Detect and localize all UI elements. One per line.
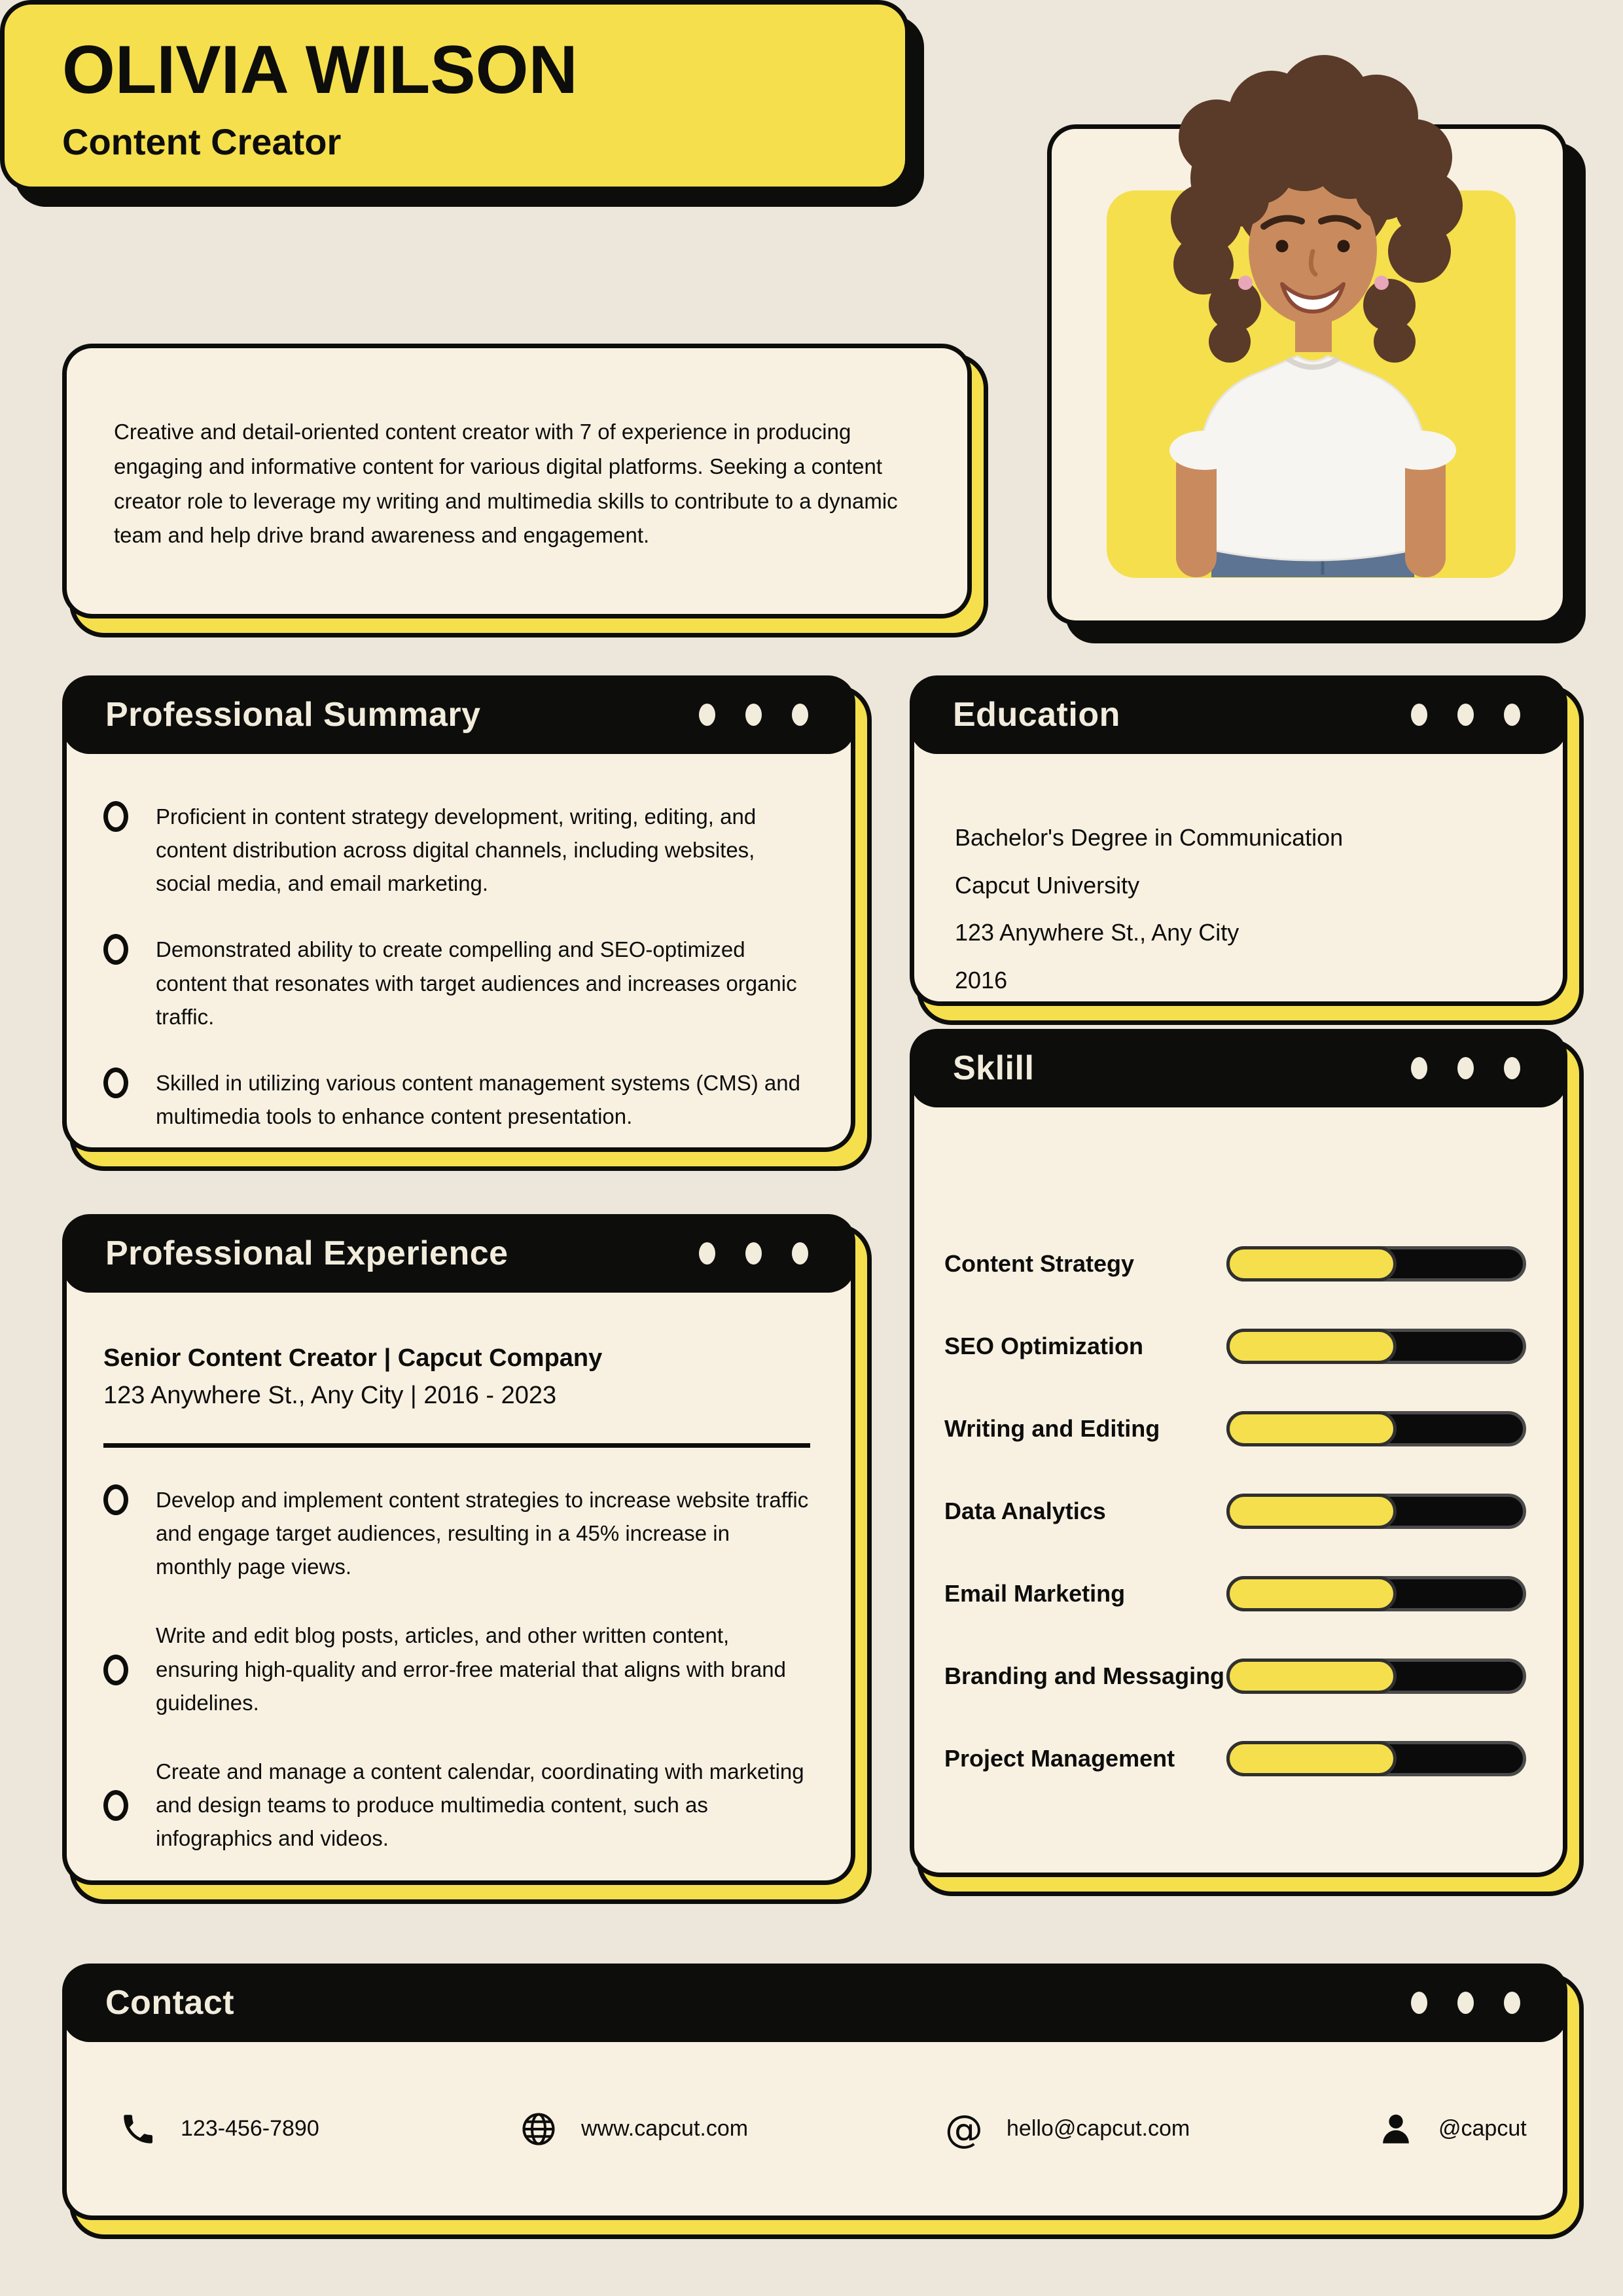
skill-row [944,1741,1526,1776]
contact-item-website [518,2109,748,2149]
skill-label: Data Analytics [944,1498,1106,1524]
education-address: 123 Anywhere St., Any City [955,919,1240,946]
bullet-circle-icon [103,1067,128,1098]
skill-progress-bar [1226,1329,1526,1364]
window-dot-icon [1411,704,1427,726]
window-dots [1411,1992,1520,2014]
window-dot-icon [745,704,762,726]
bullet-circle-icon [103,1790,128,1821]
section-header [62,675,855,754]
skills-body [914,1107,1563,1776]
summary-body [67,754,851,1133]
window-dot-icon [745,1242,762,1265]
intro-text: Creative and detail-oriented content creator with 7 of experience in producing engaging and informative content for various digital platforms. Seeking a content creator role to leverage my writing and multimedia skills to contribute to a dynamic team and help drive brand awareness and engagement. [114,420,898,548]
globe-icon [518,2109,559,2149]
section-header [910,1029,1567,1107]
skill-row [944,1411,1526,1446]
list-item [103,1619,810,1719]
portrait-illustration [1107,53,1516,578]
window-dot-icon [1504,1992,1520,2014]
skill-label: Content Strategy [944,1250,1135,1277]
window-dots [1411,704,1520,726]
skill-label: Writing and Editing [944,1415,1160,1442]
skill-progress-fill [1226,1494,1397,1529]
job-meta-line: 123 Anywhere St., Any City | 2016 - 2023 [103,1382,557,1409]
skill-progress-bar [1226,1576,1526,1611]
skill-row [944,1659,1526,1694]
window-dot-icon [699,704,715,726]
window-dot-icon [1457,1992,1474,2014]
person-name: OLIVIA WILSON [62,32,578,108]
email-icon: @ [945,2106,983,2151]
education-body [914,754,1563,1005]
skill-progress-fill [1226,1576,1397,1611]
professional-summary-card [62,675,855,1152]
skill-label: SEO Optimization [944,1333,1144,1359]
skill-progress-fill [1226,1741,1397,1776]
skill-progress-bar [1226,1741,1526,1776]
window-dots [1411,1057,1520,1079]
window-dots [699,704,808,726]
experience-bullets [103,1483,810,1855]
window-dots [699,1242,808,1265]
bullet-text: Proficient in content strategy development, writing, editing, and content distribution across digital channels, including websites, social media, and email marketing. [156,804,757,896]
skill-progress-fill [1226,1329,1397,1364]
name-header-card [0,0,910,191]
bullet-text: Write and edit blog posts, articles, and other written content, ensuring high-quality and error-free material that aligns with brand guidelines. [156,1623,787,1715]
skill-progress-bar [1226,1659,1526,1694]
list-item [103,1483,810,1583]
skill-row [944,1494,1526,1529]
contact-item-social [1376,2109,1527,2149]
window-dot-icon [792,1242,808,1265]
list-item [103,1755,810,1855]
bullet-circle-icon [103,1655,128,1685]
contact-social-value: @capcut [1438,2116,1527,2141]
contact-item-email [944,2106,1190,2151]
window-dot-icon [1504,1057,1520,1079]
photo-card [1047,124,1567,625]
bullet-circle-icon [103,1484,128,1515]
skill-row [944,1329,1526,1364]
experience-body [67,1293,851,1855]
skill-progress-fill [1226,1659,1397,1694]
intro-card [62,344,972,619]
skills-card [910,1029,1567,1877]
skill-progress-bar [1226,1411,1526,1446]
section-title: Education [953,696,1120,734]
bullet-text: Demonstrated ability to create compelling and SEO-optimized content that resonates with target audiences and increases organic traffic. [156,937,797,1029]
phone-icon [118,2109,158,2149]
contact-website-value: www.capcut.com [581,2116,749,2141]
skill-progress-fill [1226,1411,1397,1446]
window-dot-icon [1457,704,1474,726]
skill-label: Branding and Messaging [944,1662,1225,1689]
education-degree: Bachelor's Degree in Communication [955,824,1344,851]
section-header [910,675,1567,754]
bullet-circle-icon [103,801,128,832]
bullet-circle-icon [103,934,128,965]
bullet-text: Skilled in utilizing various content management systems (CMS) and multimedia tools to enhance content presentation. [156,1070,800,1128]
list-item [103,933,809,1033]
section-title: Professional Experience [105,1234,508,1272]
professional-experience-card [62,1214,855,1885]
section-title: Professional Summary [105,696,481,734]
bullet-text: Create and manage a content calendar, coordinating with marketing and design teams to produce multimedia content, such as infographics and videos. [156,1759,804,1851]
contact-body [67,2042,1563,2215]
section-title: Sklill [953,1049,1035,1087]
job-role-line: Senior Content Creator | Capcut Company [103,1344,603,1372]
section-header [62,1964,1567,2042]
window-dot-icon [1457,1057,1474,1079]
window-dot-icon [699,1242,715,1265]
contact-card [62,1964,1567,2220]
skill-progress-bar [1226,1494,1526,1529]
person-role: Content Creator [62,121,342,163]
skill-label: Email Marketing [944,1580,1126,1607]
contact-email-value: hello@capcut.com [1007,2116,1190,2141]
skill-label: Project Management [944,1745,1175,1772]
window-dot-icon [792,704,808,726]
window-dot-icon [1411,1057,1427,1079]
photo-background [1107,190,1516,578]
list-item [103,800,809,900]
user-icon [1376,2109,1416,2149]
education-school: Capcut University [955,871,1140,899]
window-dot-icon [1411,1992,1427,2014]
contact-phone-value: 123-456-7890 [181,2116,319,2141]
bullet-text: Develop and implement content strategies to increase website traffic and engage target audiences, resulting in a 45% increase in monthly page views. [156,1488,809,1579]
skill-progress-fill [1226,1246,1397,1282]
skill-progress-bar [1226,1246,1526,1282]
skill-row [944,1576,1526,1611]
section-title: Contact [105,1984,235,2022]
window-dot-icon [1504,704,1520,726]
section-header [62,1214,855,1293]
divider [103,1443,810,1448]
skill-row [944,1246,1526,1282]
list-item [103,1066,809,1133]
contact-item-phone [118,2109,319,2149]
education-year: 2016 [955,967,1008,994]
education-card [910,675,1567,1006]
